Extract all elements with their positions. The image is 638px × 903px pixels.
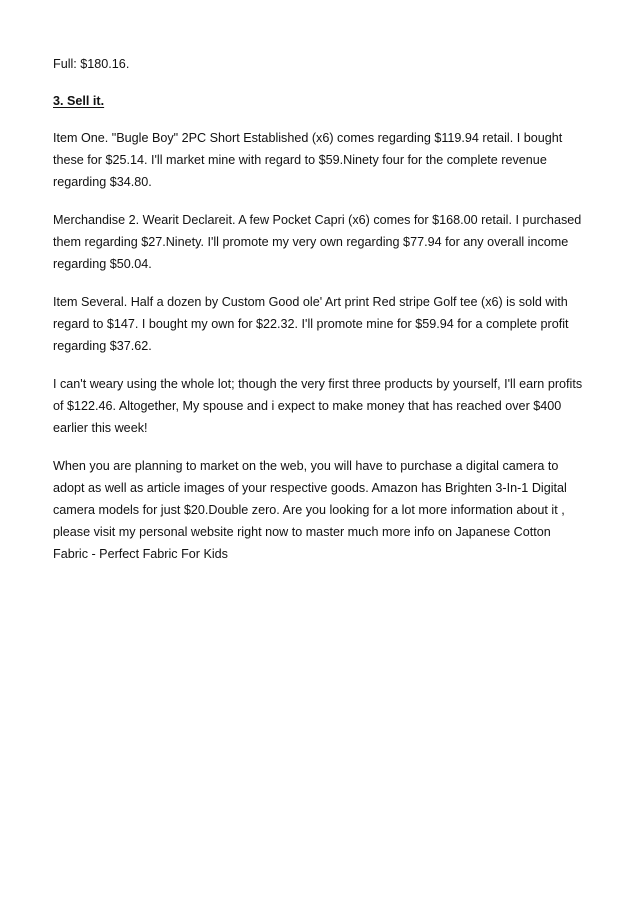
total-line: Full: $180.16. bbox=[53, 57, 130, 71]
paragraph-profit-summary: I can't weary using the whole lot; though the very first three products by yourself, I'll earn profits of $122.46. Altogether, My spouse and i expect to make money that has reached over $400 earlier this week! bbox=[53, 377, 583, 435]
paragraph-item-one: Item One. "Bugle Boy" 2PC Short Established (x6) comes regarding $119.94 retail. I bought these for $25.14. I'll market mine with regard to $59.Ninety four for the complete revenue regarding $34.80. bbox=[53, 131, 563, 189]
section-heading: 3. Sell it. bbox=[53, 94, 105, 108]
paragraph-closing: When you are planning to market on the web, you will have to purchase a digital camera to adopt as well as article images of your respective goods. Amazon has Brighten 3-In-1 Digital camera models for just $20.Double zero. Are you looking for a lot more information about it , please visit my personal website right now to master much more info on Japanese Cotton Fabric - Perfect Fabric For Kids bbox=[53, 459, 567, 561]
paragraph-item-two: Merchandise 2. Wearit Declareit. A few Pocket Capri (x6) comes for $168.00 retail. I purchased them regarding $27.Ninety. I'll promote my very own regarding $77.94 for any overall income regarding $50.04. bbox=[53, 213, 582, 271]
paragraph-item-three: Item Several. Half a dozen by Custom Good ole' Art print Red stripe Golf tee (x6) is sold with regard to $147. I bought my own for $22.32. I'll promote mine for $59.94 for a complete profit regarding $37.62. bbox=[53, 295, 569, 353]
